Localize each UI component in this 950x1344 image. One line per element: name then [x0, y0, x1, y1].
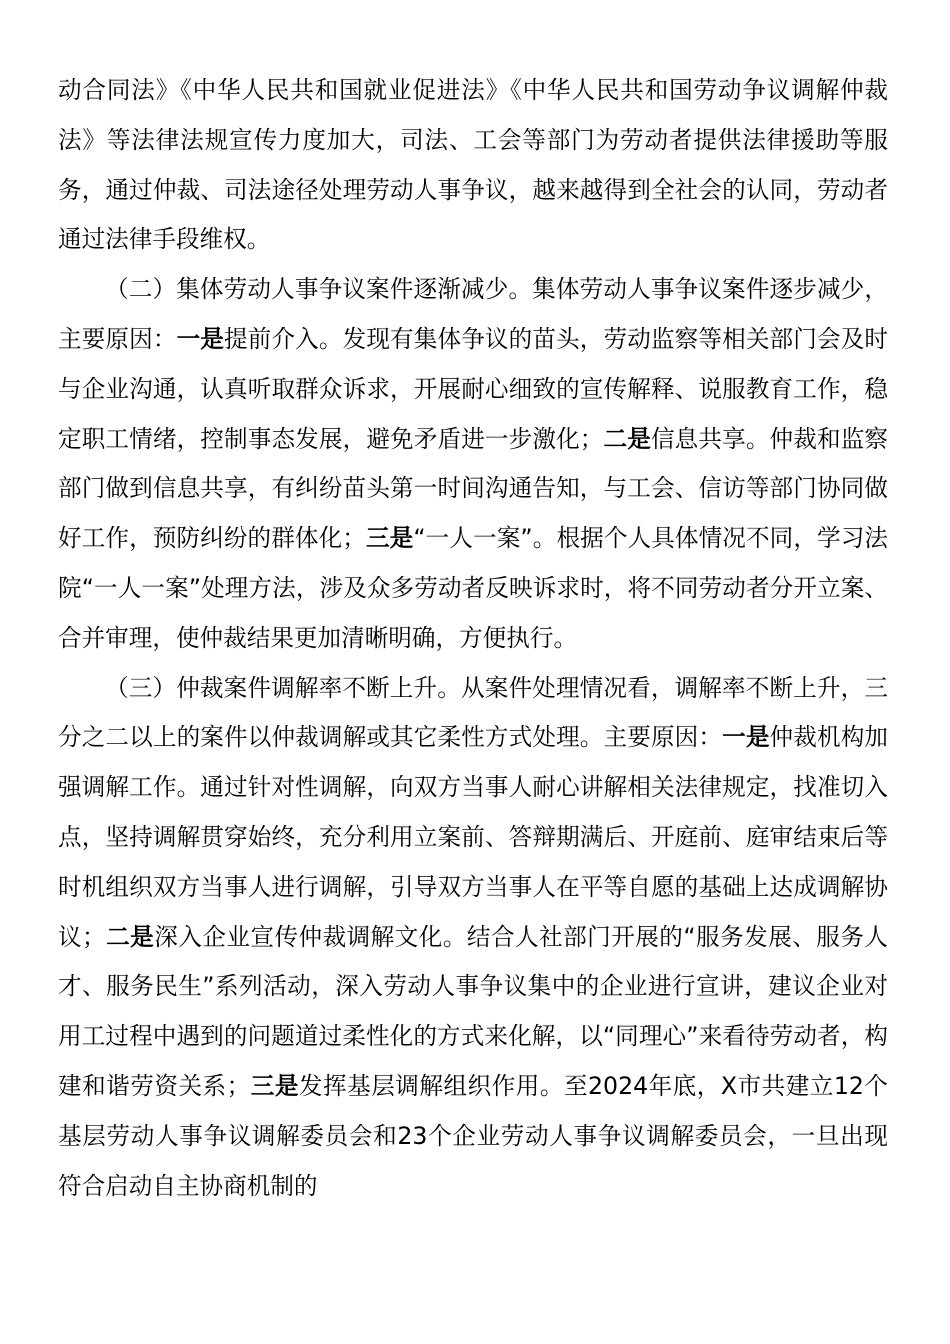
- paragraph-collective-disputes: [58, 265, 888, 663]
- document-body: [58, 66, 888, 1211]
- point-text: “一人一案”。根据个人具体情况不同，学习法院“一人一案”处理方法，涉及众多劳动者反映诉求时，将不同劳动者分开立案、合并审理，使仲裁结果更加清晰明确，方便执行。: [58, 524, 889, 652]
- paragraph-text: 动合同法》《中华人民共和国就业促进法》《中华人民共和国劳动争议调解仲裁法》等法律法规宣传力度加大，司法、工会等部门为劳动者提供法律援助等服务，通过仲裁、司法途径处理劳动人事争议，越来越得到全社会的认同，劳动者通过法律手段维权。: [58, 76, 888, 254]
- point-text: 发挥基层调解组织作用。至2024年底，X市共建立12个基层劳动人事争议调解委员会和23个企业劳动人事争议调解委员会，一旦出现符合启动自主协商机制的: [58, 1071, 889, 1200]
- paragraph-intro: 从案件处理情况看，调解率不断上升，三分之二以上的案件以仲裁调解或其它柔性方式处理。主要原因：: [58, 673, 889, 752]
- section-heading: （二）集体劳动人事争议案件逐渐减少。: [105, 275, 533, 304]
- section-heading: （三）仲裁案件调解率不断上升。: [105, 673, 461, 702]
- point-label: 一是: [176, 324, 225, 353]
- point-label: 二是: [603, 424, 651, 453]
- point-text: 深入企业宣传仲裁调解文化。结合人社部门开展的“服务发展、服务人才、服务民生”系列活动，深入劳动人事争议集中的企业进行宣讲，建议企业对用工过程中遇到的问题道过柔性化的方式来化解，以“同理心”来看待劳动者，构建和谐劳资关系；: [58, 922, 888, 1100]
- point-text: 仲裁机构加强调解工作。通过针对性调解，向双方当事人耐心讲解相关法律规定，找准切入点，坚持调解贯穿始终，充分利用立案前、答辩期满后、开庭前、庭审结束后等时机组织双方当事人进行调解，引导双方当事人在平等自愿的基础上达成调解协议；: [58, 723, 889, 951]
- point-text: 信息共享。仲裁和监察部门做到信息共享，有纠纷苗头第一时间沟通告知，与工会、信访等部门协同做好工作，预防纠纷的群体化；: [58, 424, 889, 553]
- point-label: 二是: [105, 922, 155, 951]
- paragraph-mediation-rate: [58, 664, 888, 1212]
- point-label: 三是: [365, 524, 414, 553]
- point-label: 三是: [250, 1071, 299, 1100]
- paragraph-legal-promotion: [58, 66, 888, 265]
- paragraph-intro: 集体劳动人事争议案件逐步减少，主要原因：: [58, 275, 889, 353]
- point-label: 一是: [722, 723, 770, 752]
- point-text: 提前介入。发现有集体争议的苗头，劳动监察等相关部门会及时与企业沟通，认真听取群众诉求，开展耐心细致的宣传解释、说服教育工作，稳定职工情绪，控制事态发展，避免矛盾进一步激化；: [58, 324, 889, 453]
